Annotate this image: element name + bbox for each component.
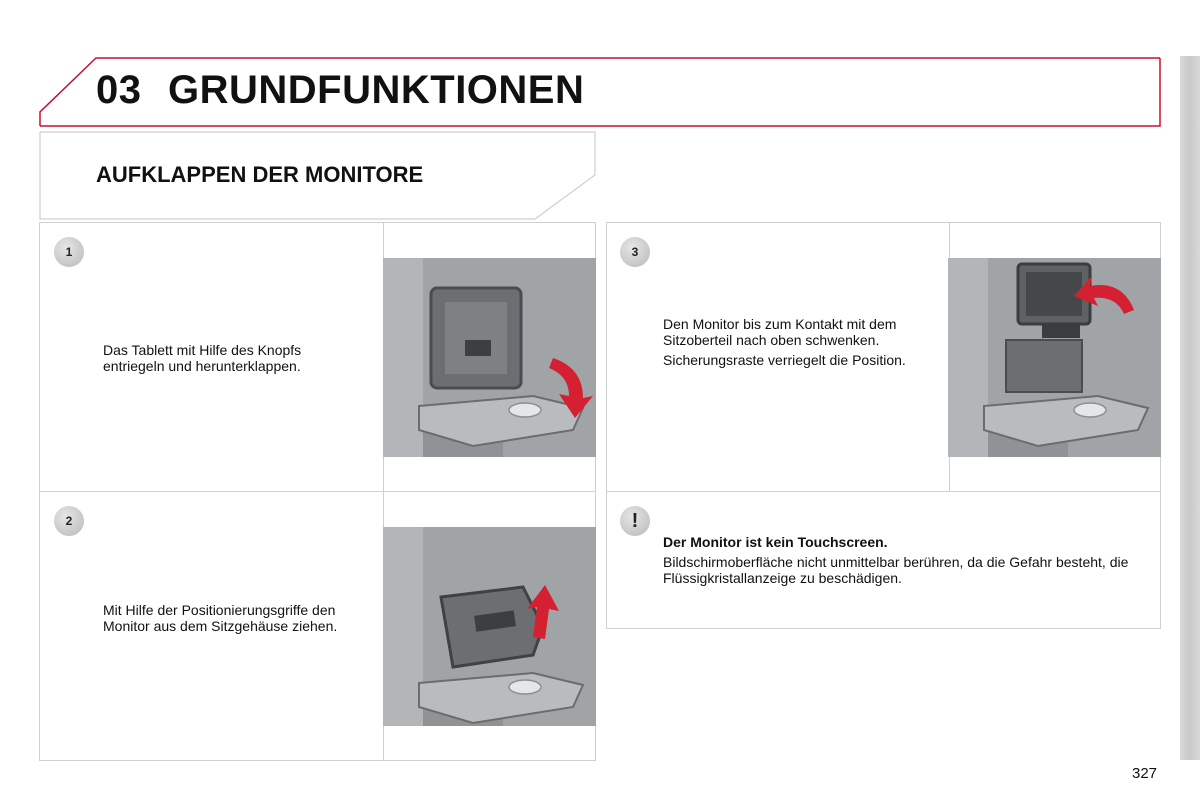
step-3-text-line: Sicherungsraste verriegelt die Position. bbox=[663, 352, 906, 368]
section-title: AUFKLAPPEN DER MONITORE bbox=[96, 162, 424, 187]
warning-text bbox=[663, 534, 1133, 590]
chapter-number: 03 bbox=[96, 68, 142, 112]
warning-body: Bildschirmoberfläche nicht unmittelbar berühren, da die Gefahr besteht, die Flüssigkristallanzeige zu beschädigen. bbox=[663, 554, 1129, 586]
chapter-title: GRUNDFUNKTIONEN bbox=[168, 68, 585, 112]
step-1-illustration bbox=[383, 258, 596, 457]
step-1-badge: 1 bbox=[54, 237, 84, 267]
step-3-badge: 3 bbox=[620, 237, 650, 267]
step-3-text-line: Den Monitor bis zum Kontakt mit dem Sitzoberteil nach oben schwenken. bbox=[663, 316, 897, 348]
step-1-text-line: Das Tablett mit Hilfe des Knopfs entriegeln und herunterklappen. bbox=[103, 342, 302, 374]
warning-icon: ! bbox=[620, 506, 650, 536]
step-2-badge: 2 bbox=[54, 506, 84, 536]
step-2-text-line: Mit Hilfe der Positionierungsgriffe den Monitor aus dem Sitzgehäuse ziehen. bbox=[103, 602, 338, 634]
step-3-illustration bbox=[948, 258, 1161, 457]
step-3-text bbox=[663, 316, 918, 372]
step-1-text bbox=[103, 342, 358, 378]
step-2-illustration bbox=[383, 527, 596, 726]
warning-heading: Der Monitor ist kein Touchscreen. bbox=[663, 534, 888, 550]
page-edge-bar bbox=[1180, 56, 1200, 760]
page-number: 327 bbox=[1132, 765, 1158, 782]
step-2-text bbox=[103, 602, 365, 638]
